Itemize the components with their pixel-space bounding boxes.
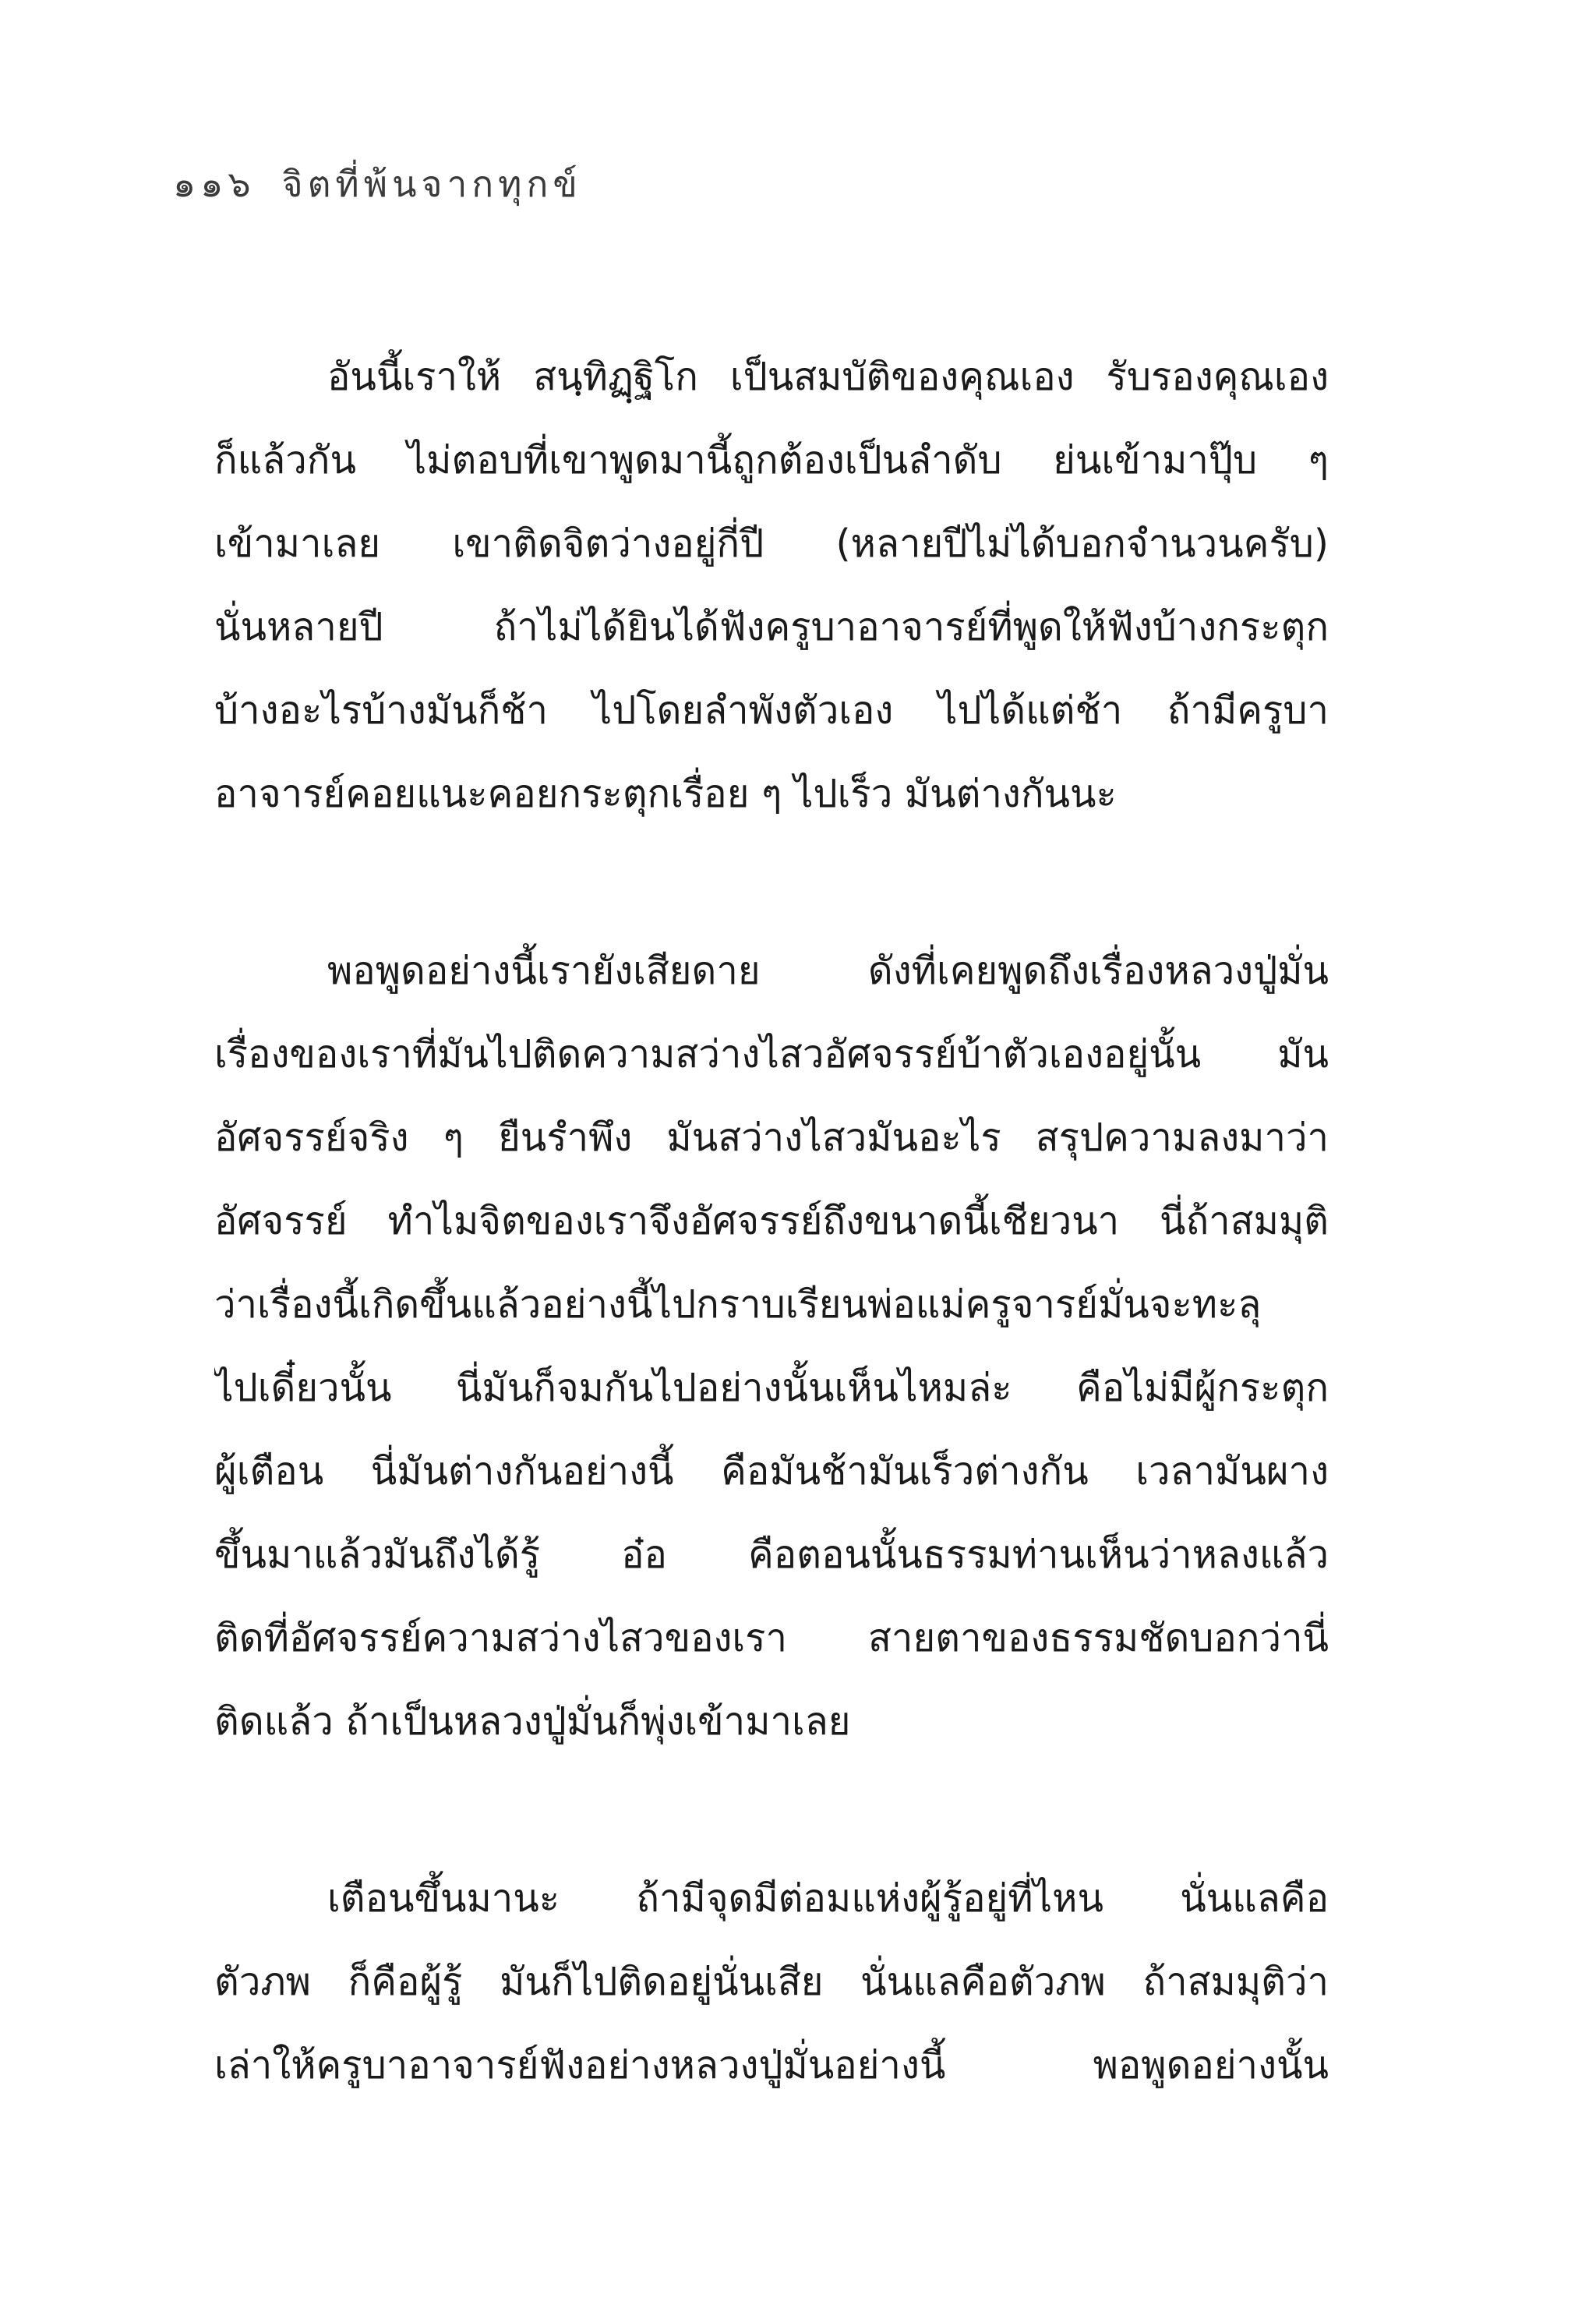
book-title: จิตที่พ้นจากทุกข์ (281, 163, 582, 205)
text-line: เรื่องของเราที่มันไปติดความสว่างไสวอัศจรรย์บ้าตัวเองอยู่นั้น มัน (214, 1032, 1329, 1076)
running-header (173, 156, 582, 213)
text-line: เล่าให้ครูบาอาจารย์ฟังอย่างหลวงปู่มั่นอย่างนี้ พอพูดอย่างนั้น (214, 2043, 1329, 2088)
paragraph-1 (214, 335, 1329, 836)
page-number: ๑๑๖ (173, 163, 256, 205)
text-line: ว่าเรื่องนี้เกิดขึ้นแล้วอย่างนี้ไปกราบเรียนพ่อแม่ครูจารย์มั่นจะทะลุ (214, 1282, 1262, 1327)
text-line: ตัวภพ ก็คือผู้รู้ มันก็ไปติดอยู่นั่นเสีย นั่นแลคือตัวภพ ถ้าสมมุติว่า (214, 1960, 1329, 2004)
text-line: เตือนขึ้นมานะ ถ้ามีจุดมีต่อมแห่งผู้รู้อยู่ที่ไหน นั่นแลคือ (327, 1876, 1329, 1921)
body-text (214, 335, 1329, 2201)
text-line: บ้างอะไรบ้างมันก็ช้า ไปโดยลำพังตัวเอง ไปได้แต่ช้า ถ้ามีครูบา (214, 688, 1329, 733)
text-line: ติดแล้ว ถ้าเป็นหลวงปู่มั่นก็พุ่งเข้ามาเลย (214, 1699, 851, 1744)
text-line: ก็แล้วกัน ไม่ตอบที่เขาพูดมานี้ถูกต้องเป็นลำดับ ย่นเข้ามาปุ๊บ ๆ (214, 438, 1329, 483)
paragraph-2 (214, 929, 1329, 1763)
text-line: อัศจรรย์ ทำไมจิตของเราจึงอัศจรรย์ถึงขนาดนี้เชียวนา นี่ถ้าสมมุติ (214, 1199, 1329, 1243)
text-line: ไปเดี๋ยวนั้น นี่มันก็จมกันไปอย่างนั้นเห็นไหมล่ะ คือไม่มีผู้กระตุก (214, 1366, 1329, 1410)
text-line: เข้ามาเลย เขาติดจิตว่างอยู่กี่ปี (หลายปีไม่ได้บอกจำนวนครับ) (214, 521, 1329, 566)
text-line: นั่นหลายปี ถ้าไม่ได้ยินได้ฟังครูบาอาจารย์ที่พูดให้ฟังบ้างกระตุก (214, 605, 1329, 649)
text-line: ติดที่อัศจรรย์ความสว่างไสวของเรา สายตาของธรรมชัดบอกว่านี่ (214, 1616, 1329, 1660)
paragraph-3 (214, 1857, 1329, 2107)
text-line: อาจารย์คอยแนะคอยกระตุกเรื่อย ๆ ไปเร็ว มันต่างกันนะ (214, 772, 1117, 816)
text-line: ขึ้นมาแล้วมันถึงได้รู้ อ๋อ คือตอนนั้นธรรมท่านเห็นว่าหลงแล้ว (214, 1532, 1329, 1577)
text-line: อัศจรรย์จริง ๆ ยืนรำพึง มันสว่างไสวมันอะไร สรุปความลงมาว่า (214, 1115, 1329, 1160)
text-line: พอพูดอย่างนี้เรายังเสียดาย ดังที่เคยพูดถึงเรื่องหลวงปู่มั่น (327, 949, 1329, 993)
text-line: ผู้เตือน นี่มันต่างกันอย่างนี้ คือมันช้ามันเร็วต่างกัน เวลามันผาง (214, 1449, 1329, 1494)
text-line: อันนี้เราให้ สนฺทิฏฺฐิโก เป็นสมบัติของคุณเอง รับรองคุณเอง (327, 355, 1329, 399)
